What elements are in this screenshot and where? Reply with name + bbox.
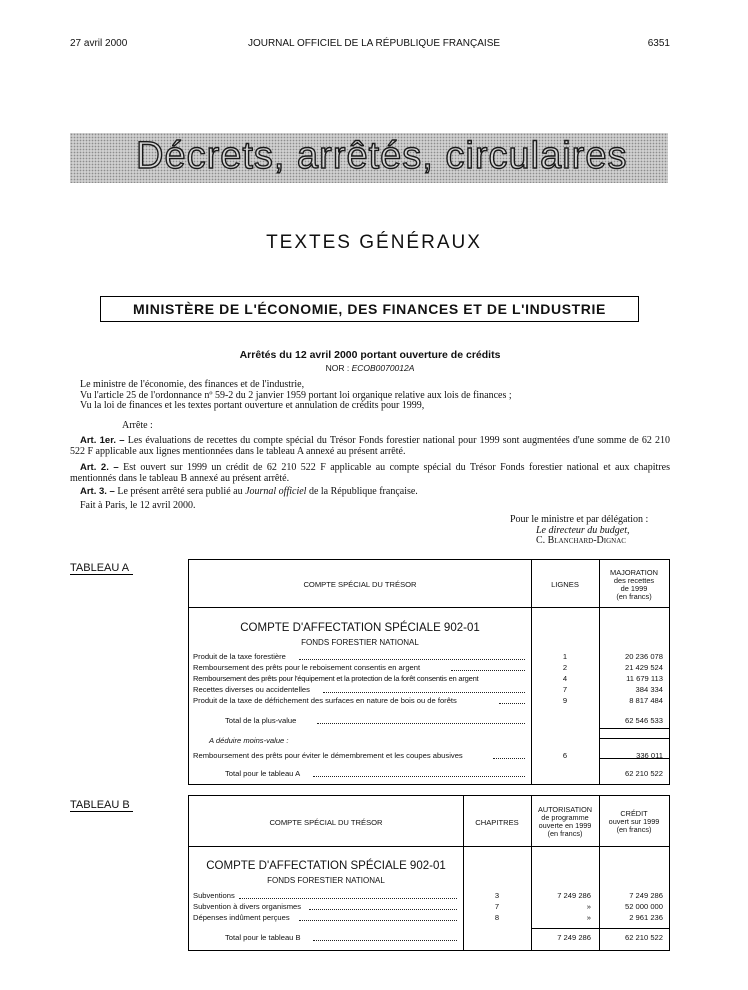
row-chapitre: 3 (494, 891, 500, 900)
row-ligne: 4 (562, 674, 568, 683)
tableau-b-label: TABLEAU B (70, 799, 133, 812)
row-value: 336 011 (636, 751, 663, 760)
row-autorisation: 7 249 286 (557, 891, 591, 900)
row-value: 11 679 113 (626, 674, 663, 683)
row-credit: 2 961 236 (629, 913, 663, 922)
row-chapitre: 8 (494, 913, 500, 922)
majoration-header-line: de 1999 (620, 584, 648, 593)
deduct-label: A déduire moins-value : (209, 736, 289, 745)
tableau-b (188, 795, 670, 951)
article-label: Art. 3. – (80, 486, 115, 497)
credit-header-line: CRÉDIT (620, 809, 648, 818)
article-label: Art. 1er. – (80, 435, 125, 446)
row-value: 384 334 (635, 685, 663, 694)
row-label: Dépenses indûment perçues (193, 913, 290, 922)
row-ligne: 6 (562, 751, 568, 760)
arrete-word: Arrête : (122, 420, 153, 431)
nor-label: NOR : (325, 363, 350, 373)
table-row (189, 674, 669, 685)
arrete-title: Arrêtés du 12 avril 2000 portant ouverture de crédits (239, 349, 501, 361)
total-autorisation: 7 249 286 (557, 933, 591, 942)
tableau-a (188, 559, 670, 785)
table-row (189, 685, 669, 696)
article-2 (70, 463, 670, 484)
tableau-a-header-majoration (599, 569, 669, 601)
tableau-a-account-title: COMPTE D'AFFECTATION SPÉCIALE 902-01 (240, 622, 480, 634)
tableau-b-account-title: COMPTE D'AFFECTATION SPÉCIALE 902-01 (206, 860, 446, 872)
signature-title: Le directeur du budget, (536, 524, 630, 536)
section-banner (70, 133, 668, 183)
tableau-b-header-credit (599, 810, 669, 834)
article-text: Est ouvert sur 1999 un crédit de 62 210 522 F applicable au compte spécial du Trésor Fonds forestier national et aux chapitres mentionnés dans le tableau B annexé au présent arrêté. (70, 462, 670, 484)
table-row (189, 663, 669, 674)
row-label: Recettes diverses ou accidentelles (193, 685, 310, 694)
article-journal-ref: Journal officiel (245, 486, 307, 497)
row-value: 8 817 484 (629, 696, 663, 705)
majoration-header-line: des recettes (613, 576, 655, 585)
row-label: Subventions (193, 891, 235, 900)
ministry-title: MINISTÈRE DE L'ÉCONOMIE, DES FINANCES ET DE L'INDUSTRIE (133, 301, 606, 317)
total-row (189, 933, 669, 944)
tableau-b-header-autorisation (531, 806, 599, 838)
banner-title: Décrets, arrêtés, circulaires (136, 135, 628, 177)
autorisation-header-line: (en francs) (547, 829, 583, 838)
header-date: 27 avril 2000 (70, 38, 128, 49)
majoration-header-line: MAJORATION (610, 568, 658, 577)
article-text-end: de la République française. (308, 486, 418, 497)
subtotal-value: 62 546 533 (624, 716, 663, 725)
row-label: Subvention à divers organismes (193, 902, 302, 911)
article-text: Le présent arrêté sera publié au (117, 486, 243, 497)
nor-code: ECOB0070012A (351, 363, 415, 373)
preamble-line: Vu la loi de finances et les textes portant ouverture et annulation de crédits pour 1999, (80, 400, 425, 412)
row-label: Produit de la taxe de défrichement des surfaces en nature de bois ou de forêts (193, 696, 457, 705)
autorisation-header-line: de programme (541, 813, 589, 822)
row-value: 21 429 524 (624, 663, 663, 672)
row-label: Remboursement des prêts pour éviter le démembrement et les coupes abusives (193, 751, 463, 760)
ministry-box (100, 296, 639, 322)
total-row (189, 769, 669, 780)
total-value: 62 210 522 (624, 769, 663, 778)
header-journal-title: JOURNAL OFFICIEL DE LA RÉPUBLIQUE FRANÇAISE (247, 38, 501, 49)
preamble-line: Le ministre de l'économie, des finances et de l'industrie, (80, 379, 305, 390)
tableau-b-account-subtitle: FONDS FORESTIER NATIONAL (267, 876, 385, 885)
row-label: Remboursement des prêts pour le reboisement consentis en argent (193, 663, 421, 672)
tableau-b-header-chapitres: CHAPITRES (475, 818, 519, 827)
row-value: 20 236 078 (624, 652, 663, 661)
signature-delegation: Pour le ministre et par délégation : (510, 514, 649, 525)
row-ligne: 1 (562, 652, 568, 661)
row-label: Remboursement des prêts pour l'équipement et la protection de la forêt consentis en argent (193, 674, 479, 683)
section-title: TEXTES GÉNÉRAUX (266, 232, 482, 253)
row-ligne: 9 (562, 696, 568, 705)
row-ligne: 7 (562, 685, 568, 694)
signature-block (510, 515, 670, 547)
done-at: Fait à Paris, le 12 avril 2000. (80, 500, 196, 511)
tableau-a-header-lignes: LIGNES (551, 580, 579, 589)
article-1 (70, 436, 670, 457)
table-row (189, 751, 669, 762)
row-autorisation: » (586, 902, 591, 911)
article-label: Art. 2. – (80, 462, 119, 473)
row-chapitre: 7 (494, 902, 500, 911)
subtotal-row (189, 716, 669, 727)
row-autorisation: » (586, 913, 591, 922)
majoration-header-line: (en francs) (616, 592, 652, 601)
total-credit: 62 210 522 (624, 933, 663, 942)
table-row (189, 652, 669, 663)
table-row (189, 902, 669, 913)
total-label: Total pour le tableau B (225, 933, 301, 942)
table-row (189, 913, 669, 924)
nor-reference (0, 363, 740, 373)
credit-header-line: (en francs) (616, 825, 652, 834)
row-credit: 7 249 286 (629, 891, 663, 900)
row-ligne: 2 (562, 663, 568, 672)
tableau-a-header-compte: COMPTE SPÉCIAL DU TRÉSOR (303, 580, 417, 589)
tableau-a-label: TABLEAU A (70, 562, 133, 575)
article-text: Les évaluations de recettes du compte spécial du Trésor Fonds forestier national pour 1999 sont augmentées d'une somme de 62 210 522 F applicable aux lignes mentionnées dans le tableau A annexé au présent arrêté. (70, 435, 670, 457)
credit-header-line: ouvert sur 1999 (608, 817, 660, 826)
tableau-a-account-subtitle: FONDS FORESTIER NATIONAL (301, 638, 419, 647)
autorisation-header-line: ouverte en 1999 (538, 821, 592, 830)
row-label: Produit de la taxe forestière (193, 652, 286, 661)
total-label: Total pour le tableau A (225, 769, 301, 778)
preamble-line: Vu l'article 25 de l'ordonnance nº 59-2 du 2 janvier 1959 portant loi organique relative aux lois de finances ; (80, 389, 512, 401)
autorisation-header-line: AUTORISATION (537, 805, 593, 814)
deduct-heading (189, 736, 669, 747)
subtotal-label: Total de la plus-value (225, 716, 297, 725)
header-page-number: 6351 (647, 38, 670, 49)
preamble (80, 380, 670, 412)
signature-name: C. Blanchard-Dignac (536, 535, 626, 547)
table-row (189, 696, 669, 707)
table-row (189, 891, 669, 902)
article-3 (70, 487, 670, 498)
row-credit: 52 000 000 (624, 902, 663, 911)
tableau-b-header-compte: COMPTE SPÉCIAL DU TRÉSOR (269, 818, 383, 827)
